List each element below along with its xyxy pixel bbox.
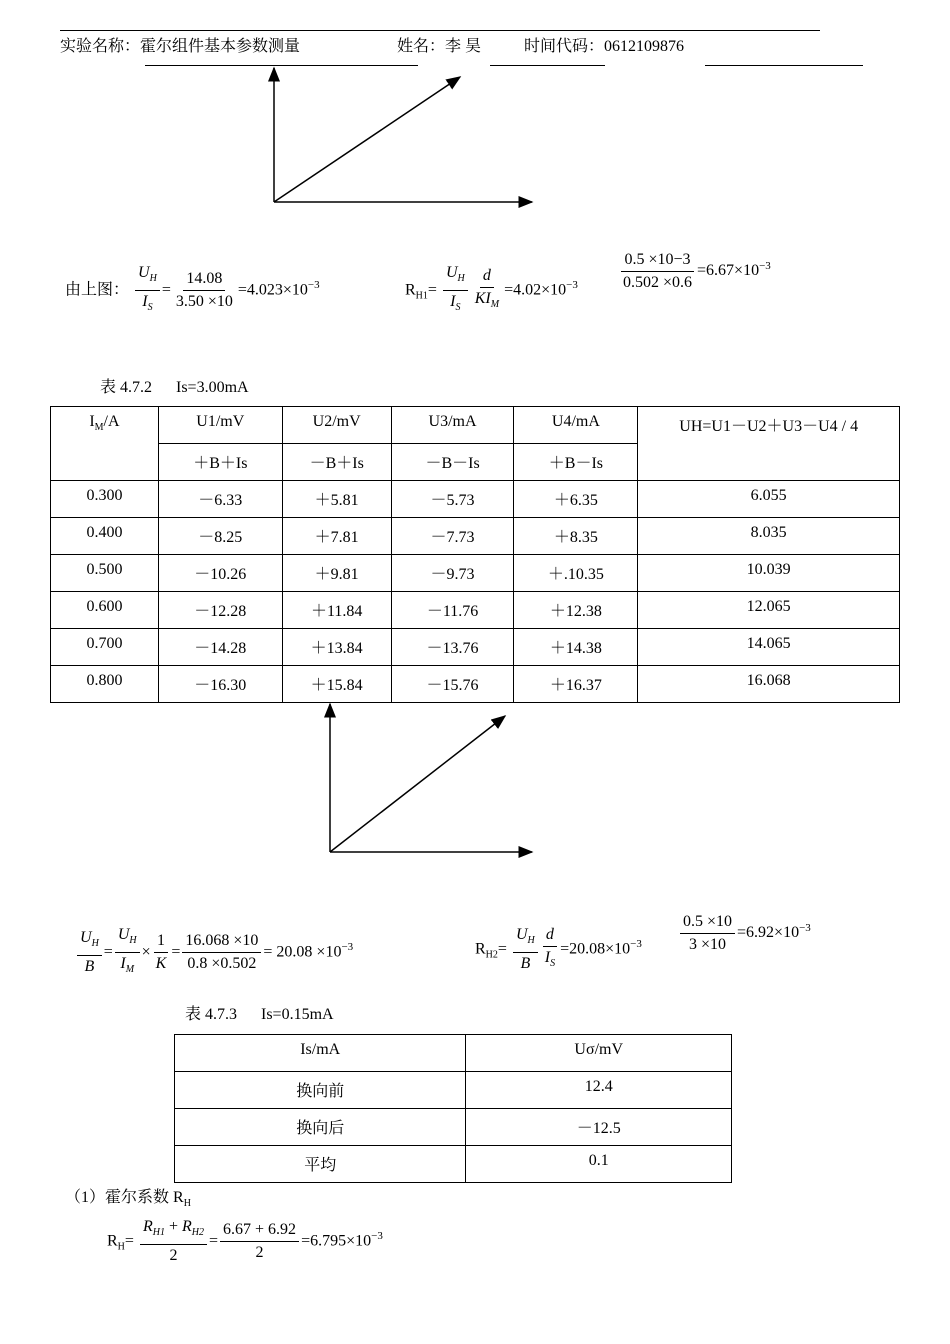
- frac-1-k: $\frac{1}{K}$: [155, 932, 167, 973]
- cell: 0.800: [51, 666, 159, 703]
- cell: ＋15.84: [282, 666, 391, 703]
- table-3-caption: 表 4.7.3 Is=0.15mA: [185, 1006, 334, 1023]
- cell: 换向前: [175, 1072, 466, 1109]
- table-row: [175, 1072, 732, 1109]
- cell: 10.039: [638, 555, 900, 592]
- cell: 0.400: [51, 518, 159, 555]
- underline-3: [705, 65, 863, 66]
- cell: ＋12.38: [514, 592, 638, 629]
- table-row: [175, 1109, 732, 1146]
- underline-2: [490, 65, 605, 66]
- frac-rh1-calc: $\frac{0.5 \times 10-3}{0.502 \times 0.6}$: [623, 251, 693, 291]
- header-u2: U2/mV: [282, 407, 391, 444]
- header-im: $I_M/A$: [51, 407, 159, 481]
- cell: ＋6.35: [514, 481, 638, 518]
- frac-uh-im: $\frac{U_H}{I_M}$: [115, 926, 140, 979]
- formula-1-rh1: $R_{H1}=$ $\frac{U_H}{I_S}$ $\frac{d}{KI_M}$ $=4.02\times 10^{-3}$: [405, 264, 578, 317]
- frac-rh-values: $\frac{6.67 + 6.92}{2}$: [220, 1221, 299, 1262]
- formula-3: $R_H=$ $\frac{R_{H1} + R_{H2}}{2}$ = $\frac{6.67 + 6.92}{2}$ $=6.795\times 10^{-3}$: [107, 1218, 383, 1265]
- cell: －15.76: [391, 666, 514, 703]
- cell: －10.26: [158, 555, 282, 592]
- subheader: ＋B＋Is: [158, 444, 282, 481]
- cell: －12.5: [466, 1109, 732, 1146]
- cell: ＋14.38: [514, 629, 638, 666]
- cell: 0.600: [51, 592, 159, 629]
- table-row: [51, 592, 900, 629]
- cell: 16.068: [638, 666, 900, 703]
- cell: 14.065: [638, 629, 900, 666]
- formula-2-calc: $\frac{0.5 \times 10}{3 \times 10}$ $=6.92\times 10^{-3}$: [678, 913, 811, 954]
- cell: 12.065: [638, 592, 900, 629]
- subheader: －B－Is: [391, 444, 514, 481]
- cell: ＋13.84: [282, 629, 391, 666]
- cell: 0.1: [466, 1146, 732, 1183]
- cell: 12.4: [466, 1072, 732, 1109]
- cell: ＋16.37: [514, 666, 638, 703]
- table-row: [51, 481, 900, 518]
- frac-rh2-calc: $\frac{0.5 \times 10}{3 \times 10}$: [680, 913, 735, 954]
- underline-1: [145, 65, 418, 66]
- cell: －8.25: [158, 518, 282, 555]
- formula-1-calc: $\frac{0.5 \times 10-3}{0.502 \times 0.6}$ $=6.67\times 10^{-3}$: [618, 251, 771, 292]
- table-row: [51, 629, 900, 666]
- cell: ＋8.35: [514, 518, 638, 555]
- table-row: [175, 1146, 732, 1183]
- table-4-7-2: [50, 406, 900, 703]
- cell: ＋11.84: [282, 592, 391, 629]
- cell: －5.73: [391, 481, 514, 518]
- cell: －14.28: [158, 629, 282, 666]
- cell: －7.73: [391, 518, 514, 555]
- section-title: （1）霍尔系数 $R_H$: [65, 1189, 191, 1210]
- cell: ＋7.81: [282, 518, 391, 555]
- table-row: [51, 666, 900, 703]
- header-uh: UH=U1－U2＋U3－U4 / 4: [638, 407, 900, 481]
- frac-rh1-a: $\frac{U_H}{I_S}$: [443, 264, 468, 317]
- graph-2-fit-line: [330, 716, 505, 852]
- subheader: －B＋Is: [282, 444, 391, 481]
- experiment-name: 实验名称：霍尔组件基本参数测量: [60, 38, 301, 55]
- table-row: [51, 518, 900, 555]
- cell: －9.73: [391, 555, 514, 592]
- graph-1-fit-line: [274, 77, 460, 202]
- frac-uh-b: $\frac{U_H}{B}$: [77, 929, 102, 976]
- formula-2-rh2: $R_{H2}=$ $\frac{U_H}{B}$ $\frac{d}{I_S}$ $=20.08\times 10^{-3}$: [475, 926, 642, 973]
- formula-1: 由上图： $\frac{U_H}{I_S}$ = $\frac{14.08}{3.50 \times 10}$ $=4.023\times 10^{-3}$: [65, 264, 320, 317]
- time-code: 时间代码：0612109876: [524, 38, 685, 55]
- cell: －6.33: [158, 481, 282, 518]
- frac-rh2-b: $\frac{d}{I_S}$: [544, 926, 556, 970]
- cell: －11.76: [391, 592, 514, 629]
- cell: 6.055: [638, 481, 900, 518]
- cell: －13.76: [391, 629, 514, 666]
- cell: 8.035: [638, 518, 900, 555]
- formula-2: $\frac{U_H}{B}$ = $\frac{U_H}{I_M}$ × $\frac{1}{K}$ = $\frac{16.068 \times 10}{0.8 \times 0.502}$ = $20.08 \times 10^{-3}$: [75, 926, 353, 979]
- frac-calc-2: $\frac{16.068 \times 10}{0.8 \times 0.502}$: [182, 932, 261, 973]
- header-u-sigma: Uσ/mV: [466, 1035, 732, 1072]
- header-u1: U1/mV: [158, 407, 282, 444]
- frac-values: $\frac{14.08}{3.50 \times 10}$: [175, 270, 233, 311]
- header-is: Is/mA: [175, 1035, 466, 1072]
- table-2-caption: 表 4.7.2 Is=3.00mA: [100, 379, 249, 396]
- cell: 0.300: [51, 481, 159, 518]
- formula-1-prefix: 由上图：: [65, 281, 130, 299]
- table-row: [51, 555, 900, 592]
- cell: ＋9.81: [282, 555, 391, 592]
- subheader: ＋B－Is: [514, 444, 638, 481]
- cell: 0.500: [51, 555, 159, 592]
- frac-rh-avg: $\frac{R_{H1} + R_{H2}}{2}$: [140, 1218, 207, 1265]
- cell: －16.30: [158, 666, 282, 703]
- frac-rh2-a: $\frac{U_H}{B}$: [513, 926, 538, 973]
- header-u4: U4/mA: [514, 407, 638, 444]
- cell: 0.700: [51, 629, 159, 666]
- cell: －12.28: [158, 592, 282, 629]
- frac-uh-is: $\frac{U_H}{I_S}$: [135, 264, 160, 317]
- cell: ＋.10.35: [514, 555, 638, 592]
- cell: 平均: [175, 1146, 466, 1183]
- header-top-rule: [60, 30, 820, 31]
- header-u3: U3/mA: [391, 407, 514, 444]
- cell: 换向后: [175, 1109, 466, 1146]
- student-name: 姓名：李 昊: [397, 38, 482, 55]
- table-4-7-3: [174, 1034, 732, 1183]
- frac-rh1-b: $\frac{d}{KI_M}$: [474, 267, 500, 311]
- cell: ＋5.81: [282, 481, 391, 518]
